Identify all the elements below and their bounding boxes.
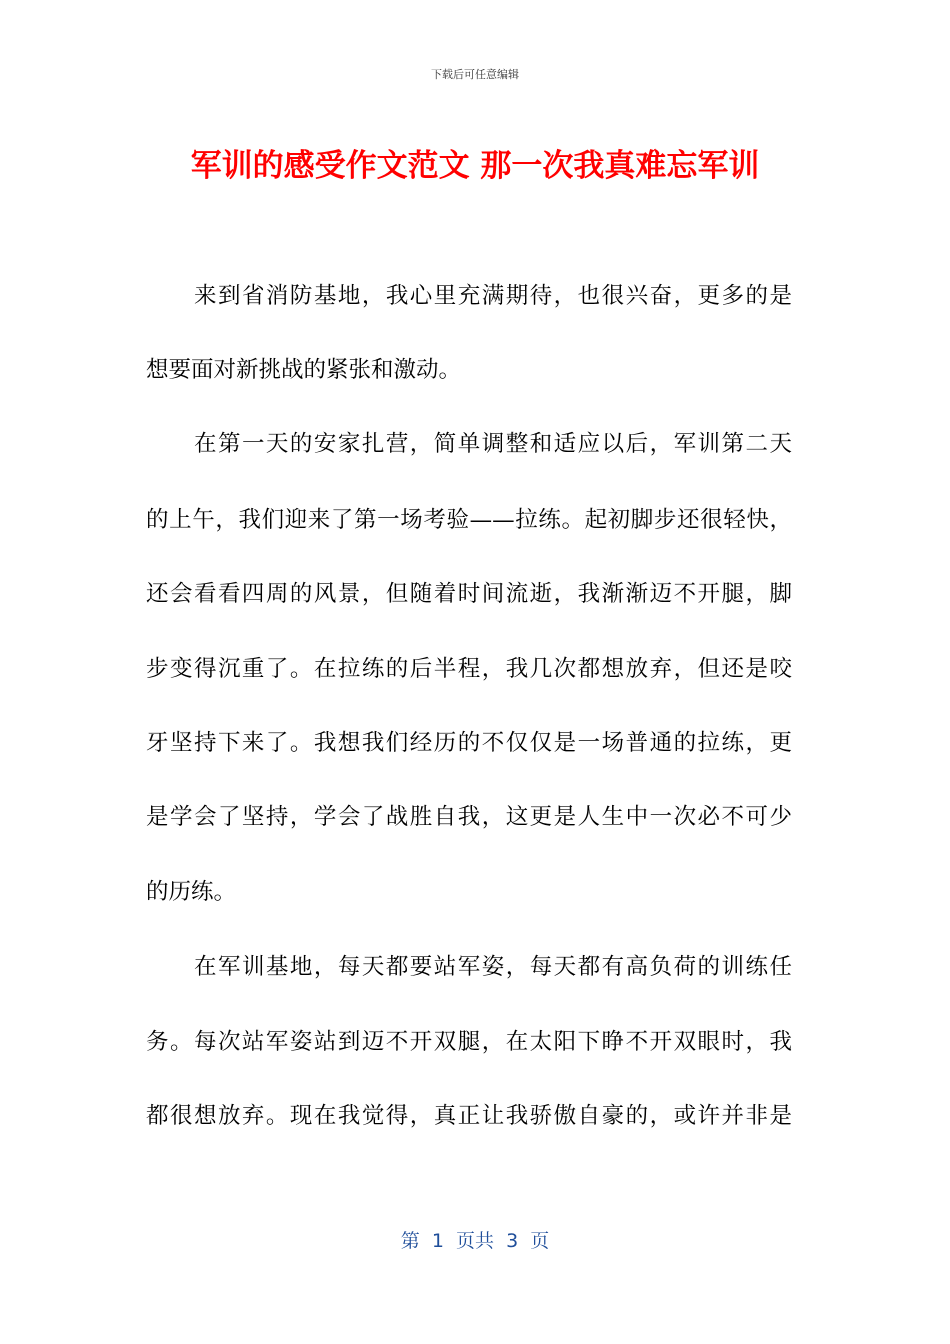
paragraph-line: 务。每次站军姿站到迈不开双腿，在太阳下睁不开双眼时，我 xyxy=(146,1029,792,1055)
document-title: 军训的感受作文范文 那一次我真难忘军训 xyxy=(190,148,760,184)
page-footer xyxy=(0,1226,950,1253)
paragraph-line: 在第一天的安家扎营，简单调整和适应以后，军训第二天 xyxy=(194,431,792,457)
paragraph-line: 的历练。 xyxy=(146,879,237,905)
page-number-label: 第 1 页共 3 页 xyxy=(400,1230,550,1252)
paragraph-line: 步变得沉重了。在拉练的后半程，我几次都想放弃，但还是咬 xyxy=(146,656,792,682)
paragraph-line: 是学会了坚持，学会了战胜自我，这更是人生中一次必不可少 xyxy=(146,804,792,830)
paragraph-line: 的上午，我们迎来了第一场考验——拉练。起初脚步还很轻快， xyxy=(146,507,792,533)
paragraph-line: 来到省消防基地，我心里充满期待，也很兴奋，更多的是 xyxy=(194,283,792,309)
header-note: 下载后可任意编辑 xyxy=(431,68,519,81)
paragraph-line: 想要面对新挑战的紧张和激动。 xyxy=(146,357,462,383)
paragraph-line: 都很想放弃。现在我觉得，真正让我骄傲自豪的，或许并非是 xyxy=(146,1103,792,1129)
paragraph-line: 牙坚持下来了。我想我们经历的不仅仅是一场普通的拉练，更 xyxy=(146,730,792,756)
paragraph-line: 在军训基地，每天都要站军姿，每天都有高负荷的训练任 xyxy=(194,954,792,980)
paragraph-line: 还会看看四周的风景，但随着时间流逝，我渐渐迈不开腿，脚 xyxy=(146,581,792,607)
